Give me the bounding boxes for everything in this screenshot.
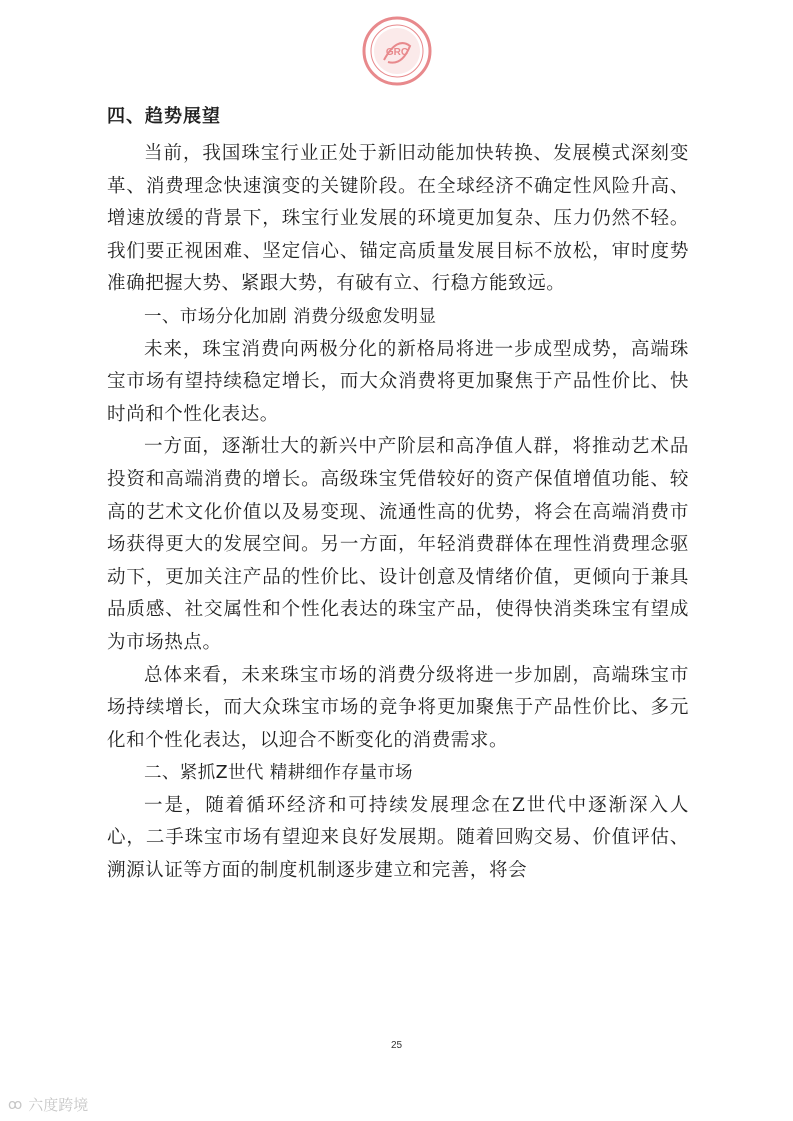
subsection-heading: 一、市场分化加剧 消费分级愈发明显: [144, 306, 437, 327]
paragraph: 总体来看，未来珠宝市场的消费分级将进一步加剧，高端珠宝市场持续增长，而大众珠宝市场的竞争将更加聚焦于产品性价比、多元化和个性化表达，以迎合不断变化的消费需求。: [107, 664, 689, 751]
grc-logo-seal: [362, 16, 432, 86]
paragraph: 一是，随着循环经济和可持续发展理念在Z世代中逐渐深入人心，二手珠宝市场有望迎来良好发展期。随着回购交易、价值评估、溯源认证等方面的制度机制逐步建立和完善，将会: [107, 794, 689, 882]
watermark-text: 六度跨境: [28, 1096, 89, 1114]
paragraph-list: [107, 138, 689, 888]
subsection-heading: 二、紧抓Z世代 精耕细作存量市场: [144, 763, 413, 784]
watermark: [8, 1094, 88, 1115]
document-body: [107, 100, 689, 888]
paragraph: 当前，我国珠宝行业正处于新旧动能加快转换、发展模式深刻变革、消费理念快速演变的关键阶段。在全球经济不确定性风险升高、增速放缓的背景下，珠宝行业发展的环境更加复杂、压力仍然不轻。我们要正视困难、坚定信心、锚定高质量发展目标不放松，审时度势准确把握大势、紧跟大势，有破有立、行稳方能致远。: [107, 143, 689, 295]
paragraph: 一方面，逐渐壮大的新兴中产阶层和高净值人群，将推动艺术品投资和高端消费的增长。高级珠宝凭借较好的资产保值增值功能、较高的艺术文化价值以及易变现、流通性高的优势，将会在高端消费市场获得更大的发展空间。另一方面，年轻消费群体在理性消费理念驱动下，更加关注产品的性价比、设计创意及情绪价值，更倾向于兼具品质感、社交属性和个性化表达的珠宝产品，使得快消类珠宝有望成为市场热点。: [107, 436, 689, 653]
paragraph: 未来，珠宝消费向两极分化的新格局将进一步成型成势，高端珠宝市场有望持续稳定增长，而大众消费将更加聚焦于产品性价比、快时尚和个性化表达。: [107, 338, 689, 425]
section-heading: 四、趋势展望: [107, 106, 221, 127]
page-number: 25: [390, 1040, 403, 1051]
watermark-logo-icon: ꝏ: [8, 1096, 23, 1113]
svg-text:GRC: GRC: [385, 47, 409, 58]
